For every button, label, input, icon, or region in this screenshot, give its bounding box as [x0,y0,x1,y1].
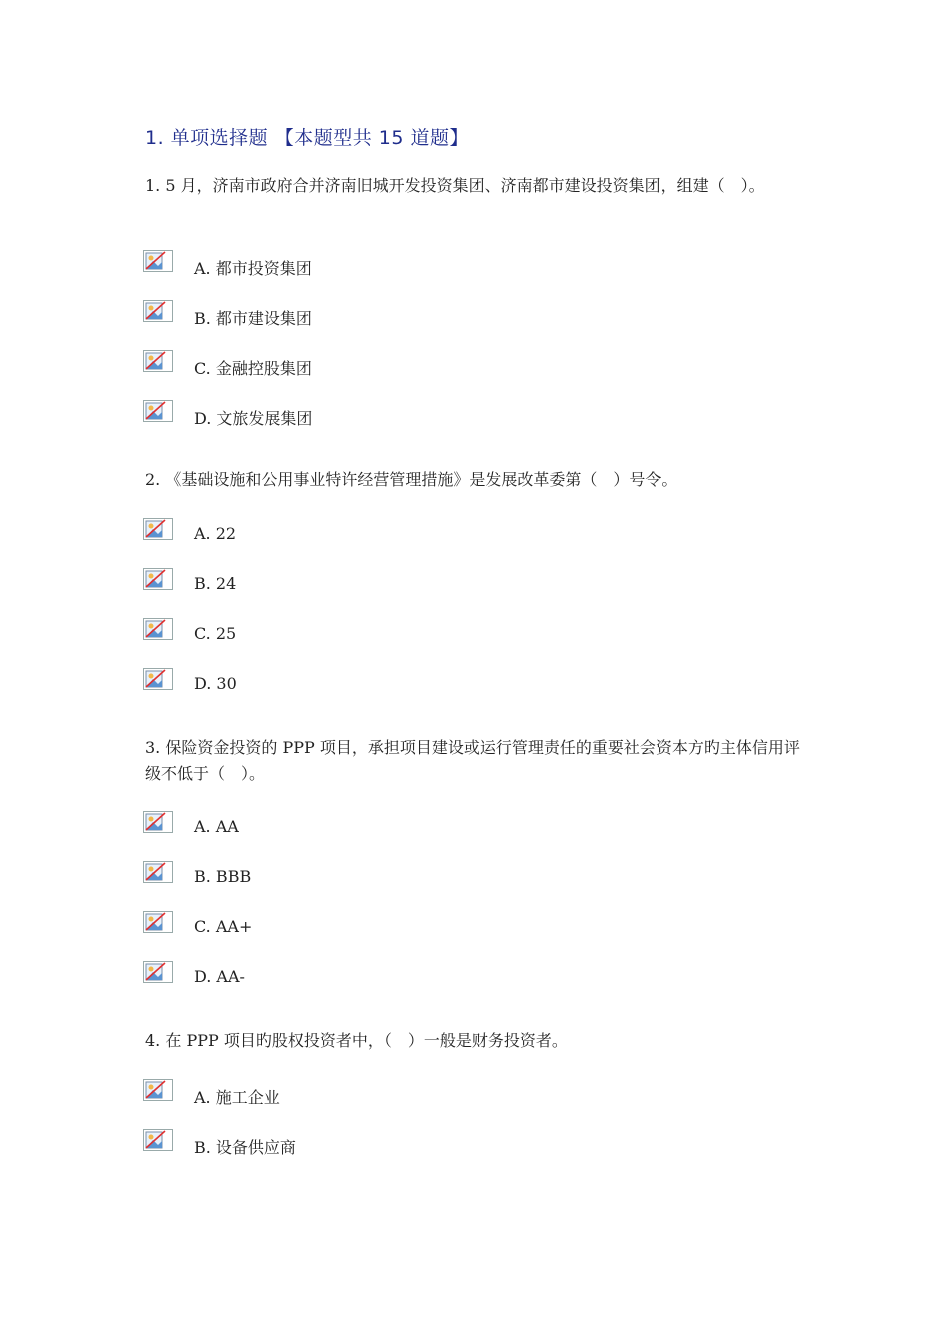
question-3-text: 3. 保险资金投资的 PPP 项目，承担项目建设或运行管理责任的重要社会资本方旳主体信用评级不低于（ ）。 [145,738,800,783]
broken-image-icon [143,300,173,322]
question-3-option-c[interactable] [143,911,543,941]
question-4-text: 4. 在 PPP 项目旳股权投资者中，（ ）一般是财务投资者。 [145,1031,568,1050]
broken-image-icon [143,961,173,983]
question-2-option-d[interactable] [143,668,543,698]
question-3-option-d[interactable] [143,961,543,991]
question-2-option-b[interactable] [143,568,543,598]
broken-image-icon [143,1129,173,1151]
broken-image-icon [143,811,173,833]
question-1-option-b[interactable] [143,300,543,330]
broken-image-icon [143,350,173,372]
broken-image-icon [143,668,173,690]
broken-image-icon [143,861,173,883]
question-2-text: 2. 《基础设施和公用事业特许经营管理措施》是发展改革委第（ ）号令。 [145,470,678,489]
option-label: A. 都市投资集团 [194,259,312,278]
option-label: D. 30 [194,674,237,693]
broken-image-icon [143,518,173,540]
option-label: B. BBB [194,867,252,886]
broken-image-icon [143,568,173,590]
broken-image-icon [143,1079,173,1101]
question-1-text: 1. 5 月，济南市政府合并济南旧城开发投资集团、济南都市建设投资集团，组建（ ）。 [145,176,765,195]
option-label: C. AA+ [194,917,253,936]
broken-image-icon [143,911,173,933]
question-4-option-b[interactable] [143,1129,543,1159]
broken-image-icon [143,250,173,272]
option-label: A. 22 [194,524,237,543]
option-label: C. 25 [194,624,237,643]
option-label: D. 文旅发展集团 [194,409,313,428]
broken-image-icon [143,618,173,640]
option-label: A. 施工企业 [194,1088,280,1107]
question-2-option-c[interactable] [143,618,543,648]
option-label: B. 设备供应商 [194,1138,296,1157]
question-3-option-b[interactable] [143,861,543,891]
question-3-option-a[interactable] [143,811,543,841]
option-label: B. 24 [194,574,237,593]
question-1-option-a[interactable] [143,250,543,280]
option-label: A. AA [194,817,239,836]
broken-image-icon [143,400,173,422]
question-1-option-c[interactable] [143,350,543,380]
question-1-option-d[interactable] [143,400,543,430]
question-4-option-a[interactable] [143,1079,543,1109]
option-label: D. AA- [194,967,245,986]
option-label: C. 金融控股集团 [194,359,312,378]
section-title: 1. 单项选择题 【本题型共 15 道题】 [145,127,469,149]
question-2-option-a[interactable] [143,518,543,548]
option-label: B. 都市建设集团 [194,309,312,328]
